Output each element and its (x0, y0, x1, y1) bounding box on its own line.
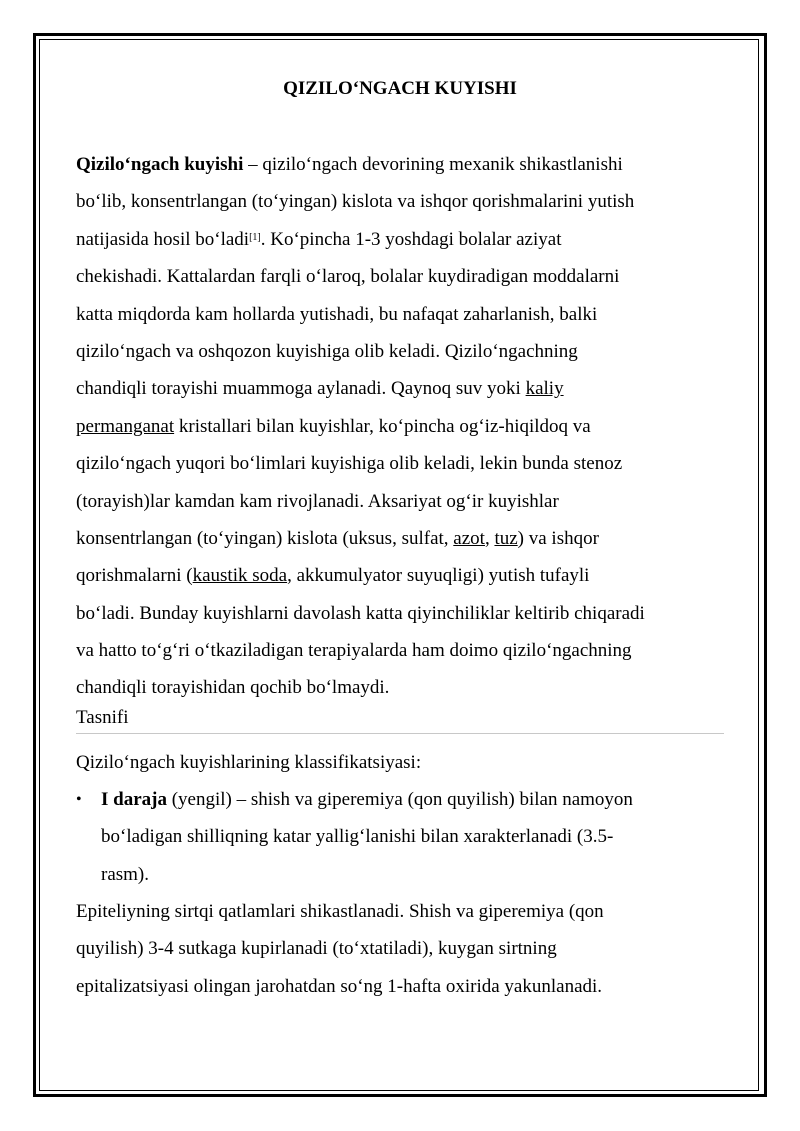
paragraph-line (76, 408, 724, 445)
text-run: chandiqli torayishi muammoga aylanadi. Qaynoq suv yoki (76, 378, 526, 400)
kaliy-permanganat-link[interactable]: permanganat (76, 415, 175, 437)
kaustik-soda-link[interactable]: kaustik soda (192, 565, 288, 587)
tuz-link[interactable]: tuz (494, 527, 518, 549)
kaliy-permanganat-link[interactable]: kaliy (525, 378, 564, 400)
paragraph-line: chekishadi. Kattalardan farqli o‘laroq, bolalar kuydiradigan moddalarni (76, 266, 620, 288)
paragraph-line: rasm). (101, 863, 150, 885)
text-run: , akkumulyator suyuqligi) yutish tufayli (287, 565, 590, 587)
text-run: konsentrlangan (to‘yingan) kislota (uksus, sulfat, (76, 527, 454, 549)
text-run: . Ko‘pincha 1-3 yoshdagi bolalar aziyat (260, 228, 562, 250)
bullet-icon: • (76, 790, 82, 808)
paragraph-line: (torayish)lar kamdan kam rivojlanadi. Aksariyat og‘ir kuyishlar (76, 490, 559, 512)
term-bold: I daraja (101, 788, 167, 810)
paragraph-line (101, 781, 724, 818)
paragraph-line: qizilo‘ngach va oshqozon kuyishiga olib keladi. Qizilo‘ngachning (76, 340, 578, 362)
paragraph-line (76, 370, 724, 407)
footnote-link[interactable]: [1] (249, 231, 261, 243)
paragraph-line: quyilish) 3-4 sutkaga kupirlanadi (to‘xtatiladi), kuygan sirtning (76, 938, 557, 960)
paragraph-line: epitalizatsiyasi olingan jarohatdan so‘ng 1-hafta oxirida yakunlanadi. (76, 975, 603, 997)
paragraph-line: katta miqdorda kam hollarda yutishadi, bu nafaqat zaharlanish, balki (76, 303, 598, 325)
section-heading: Tasnifi (76, 707, 724, 734)
paragraph-line (76, 520, 724, 557)
text-run: ) va ishqor (517, 527, 599, 549)
text-run: , (484, 527, 495, 549)
paragraph-line: qizilo‘ngach yuqori bo‘limlari kuyishiga olib keladi, lekin bunda stenoz (76, 453, 623, 475)
paragraph-line: Epiteliyning sirtqi qatlamlari shikastlanadi. Shish va giperemiya (qon (76, 901, 604, 923)
paragraph-line (76, 221, 724, 258)
text-run: (yengil) – shish va giperemiya (qon quyilish) bilan namoyon (166, 788, 633, 810)
paragraph-line: bo‘ladigan shilliqning katar yallig‘lanishi bilan xarakterlanadi (3.5- (101, 826, 614, 848)
list-item (76, 781, 724, 893)
text-run: – qizilo‘ngach devorining mexanik shikastlanishi (243, 154, 623, 175)
page-title: QIZILO‘NGACH KUYISHI (283, 78, 517, 99)
azot-link[interactable]: azot (453, 527, 485, 549)
intro-paragraph (76, 146, 724, 707)
paragraph-line: bo‘ladi. Bunday kuyishlarni davolash katta qiyinchiliklar keltirib chiqaradi (76, 602, 645, 624)
text-run: natijasida hosil bo‘ladi (76, 228, 250, 250)
paragraph-line: chandiqli torayishidan qochib bo‘lmaydi. (76, 677, 390, 699)
paragraph-line: bo‘lib, konsentrlangan (to‘yingan) kislota va ishqor qorishmalarini yutish (76, 191, 635, 213)
text-run: qorishmalarni ( (76, 565, 193, 587)
classification-intro: Qizilo‘ngach kuyishlarining klassifikatsiyasi: (76, 751, 422, 773)
paragraph-line: va hatto to‘g‘ri o‘tkaziladigan terapiyalarda ham doimo qizilo‘ngachning (76, 640, 632, 662)
paragraph-line (76, 557, 724, 594)
epithelium-paragraph (76, 893, 724, 1005)
document-body (76, 146, 724, 1005)
term-bold: Qizilo‘ngach kuyishi (76, 154, 244, 175)
text-run: kristallari bilan kuyishlar, ko‘pincha og‘iz-hiqildoq va (174, 415, 591, 437)
paragraph-line (76, 146, 724, 183)
